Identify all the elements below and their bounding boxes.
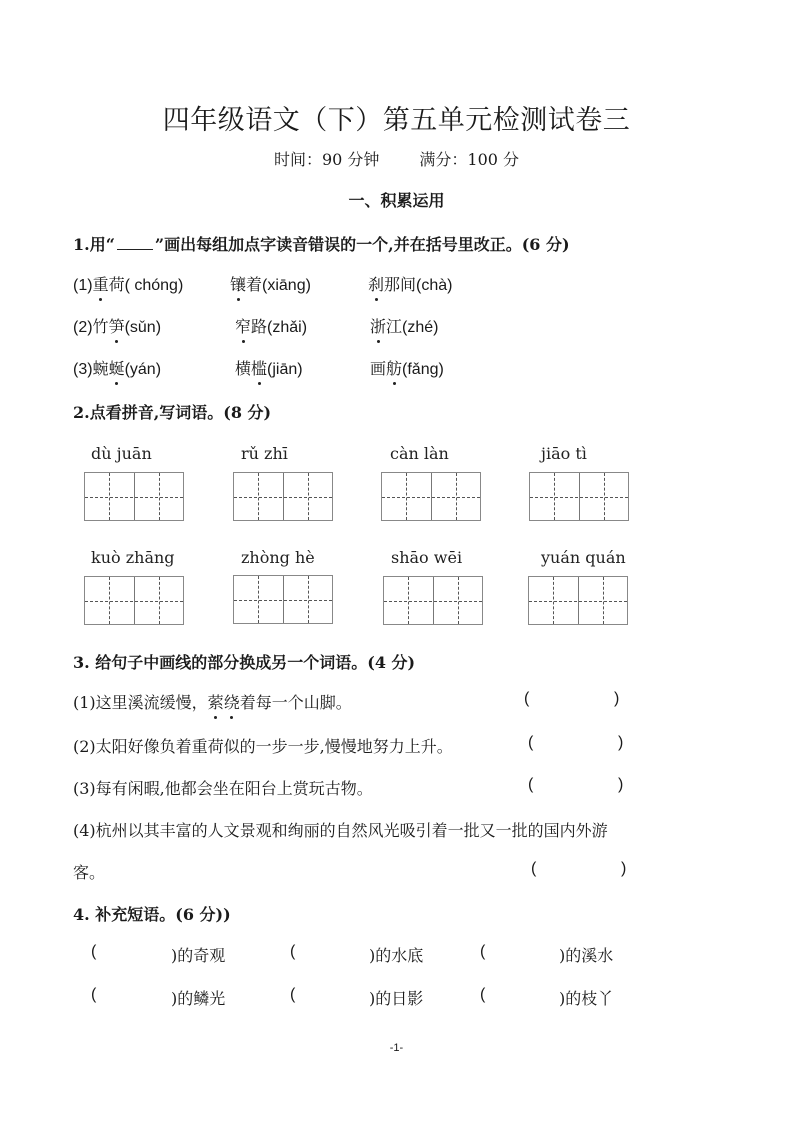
q1-suffix: ”画出每组加点字读音错误的一个,并在括号里改正。(6 分)	[154, 235, 570, 254]
dotted-char: 绕	[224, 690, 240, 713]
q1-row-1-item-3: 刹那间(chà)	[368, 272, 452, 295]
page-number: -1-	[389, 1042, 404, 1054]
q1-row-3-item-2: 横槛(jiān)	[235, 356, 303, 379]
pinyin-7: shāo wēi	[391, 548, 463, 567]
dotted-char: 萦	[208, 690, 224, 713]
pinyin-1: dù juān	[91, 444, 152, 463]
exam-meta	[0, 147, 793, 170]
phrase-paren-open: (	[290, 986, 296, 1003]
q3-sentence-2: (2)太阳好像负着重荷似的一步一步,慢慢地努力上升。	[73, 737, 453, 756]
answer-paren-open: (	[524, 690, 530, 707]
phrase-6: )的枝丫	[559, 989, 614, 1008]
q2-heading: 2.点看拼音,写词语。(8 分)	[73, 403, 272, 422]
exam-time: 时间：90 分钟	[273, 150, 380, 169]
exam-score: 满分：100 分	[419, 150, 520, 169]
answer-paren-open: (	[528, 734, 534, 751]
dotted-char: 舫	[386, 356, 402, 379]
pinyin-6: zhòng hè	[241, 548, 315, 567]
writing-grid-6[interactable]	[233, 575, 333, 624]
writing-grid-8[interactable]	[528, 576, 628, 625]
dotted-char: 刹	[368, 272, 384, 295]
phrase-5: )的日影	[369, 989, 424, 1008]
phrase-paren-open: (	[91, 986, 97, 1003]
q3-sentence-1: (1)这里溪流缓慢，萦绕着每一个山脚。	[73, 690, 352, 713]
dotted-char: 窄	[235, 314, 251, 337]
writing-grid-3[interactable]	[381, 472, 481, 521]
q1-prefix: 1.用“	[73, 235, 115, 254]
dotted-char: 笋	[109, 314, 125, 337]
underline-sample	[117, 235, 153, 250]
phrase-paren-open: (	[480, 943, 486, 960]
q3-sentence-3: (3)每有闲暇,他都会坐在阳台上赏玩古物。	[73, 779, 373, 798]
phrase-3: )的溪水	[559, 946, 614, 965]
writing-grid-7[interactable]	[383, 576, 483, 625]
pinyin-3: càn làn	[390, 444, 449, 463]
pinyin-4: jiāo tì	[541, 444, 587, 463]
answer-paren-open: (	[528, 776, 534, 793]
answer-paren-close: )	[621, 860, 627, 877]
phrase-2: )的水底	[369, 946, 424, 965]
answer-paren-close: )	[618, 776, 624, 793]
phrase-4: )的鳞光	[171, 989, 226, 1008]
dotted-char: 槛	[251, 356, 267, 379]
phrase-1: )的奇观	[171, 946, 226, 965]
q1-row-1-item-2: 镶着(xiāng)	[230, 272, 311, 295]
q1-row-3-item-1: (3)蜿蜒(yán)	[73, 356, 161, 379]
dotted-char: 重	[93, 272, 109, 295]
writing-grid-1[interactable]	[84, 472, 184, 521]
dotted-char: 浙	[370, 314, 386, 337]
page-title: 四年级语文（下）第五单元检测试卷三	[162, 105, 631, 136]
q3-heading: 3. 给句子中画线的部分换成另一个词语。(4 分)	[73, 653, 416, 672]
writing-grid-5[interactable]	[84, 576, 184, 625]
pinyin-2: rǔ zhī	[241, 444, 288, 463]
q1-row-2-item-3: 浙江(zhé)	[370, 314, 438, 337]
dotted-char: 蜒	[109, 356, 125, 379]
section-heading: 一、积累运用	[348, 191, 445, 210]
phrase-paren-open: (	[290, 943, 296, 960]
q3-sentence-4-line-2: 客。	[73, 863, 106, 882]
answer-paren-open: (	[531, 860, 537, 877]
q4-heading: 4. 补充短语。(6 分))	[73, 905, 231, 924]
q1-row-2-item-1: (2)竹笋(sǔn)	[73, 314, 161, 337]
writing-grid-4[interactable]	[529, 472, 629, 521]
phrase-paren-open: (	[91, 943, 97, 960]
pinyin-5: kuò zhāng	[91, 548, 175, 567]
answer-paren-close: )	[618, 734, 624, 751]
q1-row-3-item-3: 画舫(fǎng)	[370, 356, 444, 379]
q1-heading	[73, 232, 570, 255]
q1-row-1-item-1: (1)重荷( chóng)	[73, 272, 183, 295]
q3-sentence-4-line-1: (4)杭州以其丰富的人文景观和绚丽的自然风光吸引着一批又一批的国内外游	[73, 821, 608, 840]
pinyin-8: yuán quán	[541, 548, 626, 567]
dotted-char: 镶	[230, 272, 246, 295]
phrase-paren-open: (	[480, 986, 486, 1003]
answer-paren-close: )	[614, 690, 620, 707]
q1-row-2-item-2: 窄路(zhǎi)	[235, 314, 307, 337]
writing-grid-2[interactable]	[233, 472, 333, 521]
